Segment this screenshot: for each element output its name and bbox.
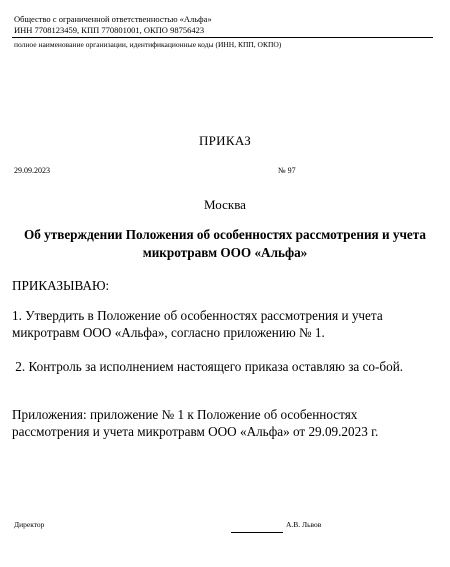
annex-paragraph: Приложения: приложение № 1 к Положение об особенностях рассмотрения и учета микротравм ООО «Альфа» от 29.09.2023 г. xyxy=(12,407,379,439)
signature-name: А.В. Львов xyxy=(286,520,322,529)
order-date: 29.09.2023 xyxy=(14,166,50,175)
order-directive: ПРИКАЗЫВАЮ: xyxy=(12,278,110,293)
signature-line xyxy=(231,532,283,533)
document-heading: Об утверждении Положения об особенностях рассмотрения и учета микротравм ООО «Альфа» xyxy=(23,227,427,260)
order-title: ПРИКАЗ xyxy=(198,133,252,148)
header-caption: полное наименование организации, идентификационные коды (ИНН, КПП, ОКПО) xyxy=(14,40,282,49)
organization-codes: ИНН 7708123459, КПП 770801001, ОКПО 98756423 xyxy=(14,25,205,35)
organization-header xyxy=(14,14,212,36)
order-item-1: 1. Утвердить в Положение об особенностях рассмотрения и учета микротравм ООО «Альфа», согласно приложению № 1. xyxy=(12,308,383,340)
header-divider xyxy=(12,37,433,38)
order-number: № 97 xyxy=(278,166,296,175)
signature-position: Директор xyxy=(14,520,45,529)
organization-name: Общество с ограниченной ответственностью «Альфа» xyxy=(14,14,212,24)
order-city: Москва xyxy=(204,197,246,212)
order-item-2: 2. Контроль за исполнением настоящего приказа оставляю за со-бой. xyxy=(12,359,404,374)
